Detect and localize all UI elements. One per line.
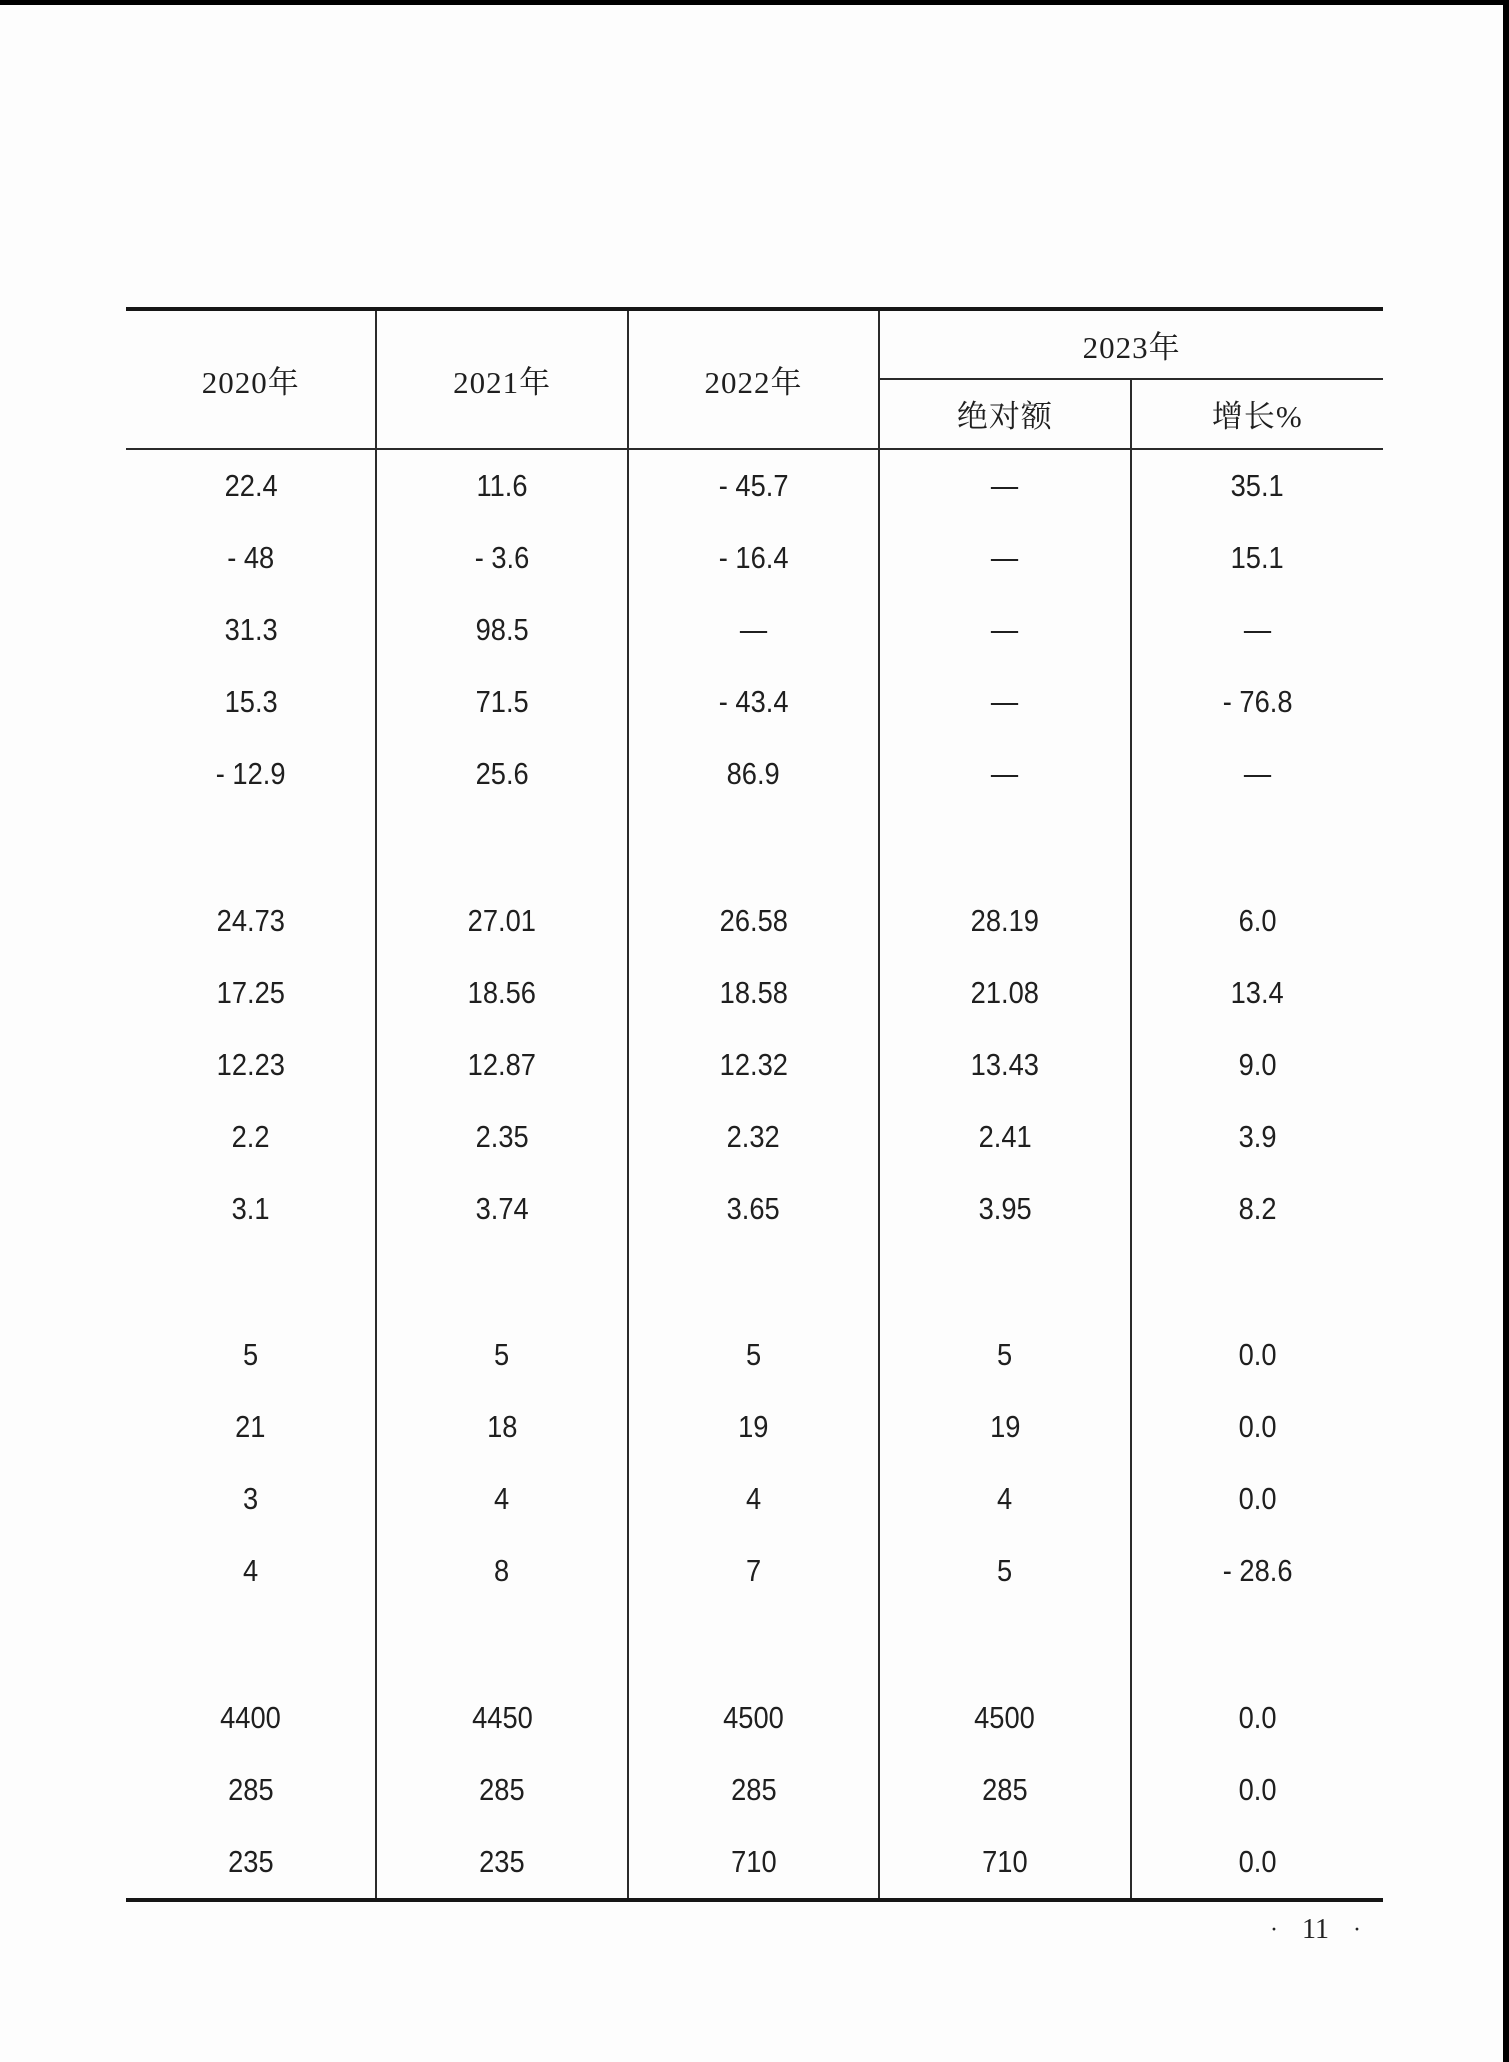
table-cell [1132,1826,1383,1898]
header-year-2021: 2021年 [377,311,628,448]
cell-value: — [739,612,768,647]
cell-value: 285 [479,1771,525,1807]
cell-value: 3 [243,1481,259,1517]
table-row [126,1029,1383,1101]
cell-value: 71.5 [475,684,529,719]
table-cell [377,1029,628,1101]
table-cell [880,1607,1131,1682]
cell-value: 21.08 [970,974,1040,1010]
table-cell [126,666,377,738]
table-cell [126,1754,377,1826]
table-cell [1132,1463,1383,1535]
table-cell [1132,1682,1383,1754]
table-cell [126,957,377,1029]
cell-value: 4 [494,1481,510,1517]
table-cell [1132,666,1383,738]
cell-value: 4 [745,1481,762,1517]
table-cell [377,1463,628,1535]
table-cell [629,522,880,594]
cell-value: 5 [494,1337,510,1373]
cell-value: 5 [243,1337,259,1373]
cell-value: 19 [738,1409,769,1445]
cell-value: 2.35 [475,1118,529,1154]
table-cell [629,1826,880,1898]
table-cell [880,810,1131,885]
table-cell [880,450,1131,522]
cell-value: 4450 [471,1699,533,1735]
table-cell [880,522,1131,594]
cell-value: 710 [730,1843,777,1879]
table-cell [880,885,1131,957]
cell-value: 17.25 [216,974,285,1010]
table-cell [126,885,377,957]
table-cell [126,1607,377,1682]
table-row [126,957,1383,1029]
table-cell [1132,885,1383,957]
page-number-right-dot: · [1353,1916,1361,1943]
table-cell [880,1682,1131,1754]
table-cell [377,1245,628,1320]
table-row [126,1754,1383,1826]
cell-value: 285 [982,1771,1028,1807]
cell-value: 0.0 [1238,1337,1277,1373]
cell-value: 235 [479,1843,525,1879]
cell-value: 2.2 [231,1118,270,1154]
table-row [126,738,1383,810]
cell-value: 2.32 [726,1118,781,1154]
cell-value: 27.01 [467,902,537,938]
table-cell [126,738,377,810]
cell-value: 0.0 [1238,1481,1277,1517]
table-cell [1132,1754,1383,1826]
table-row [126,1682,1383,1754]
table-cell [629,1173,880,1245]
page-number-value: 11 [1302,1914,1329,1945]
table-cell [880,666,1131,738]
table-cell [880,1391,1131,1463]
table-row [126,1463,1383,1535]
cell-value: 4 [997,1481,1013,1517]
table-cell [880,1029,1131,1101]
table-cell [1132,738,1383,810]
table-row [126,1101,1383,1173]
header-growth-percent: 增长% [1211,399,1303,435]
table-cell [377,594,628,666]
table-row [126,1319,1383,1391]
table-cell [126,1319,377,1391]
table-cell [1132,1607,1383,1682]
cell-value: 28.19 [970,902,1040,938]
cell-value: 35.1 [1230,468,1284,503]
cell-value: - 48 [227,540,275,575]
cell-value: — [991,468,1019,503]
cell-value: — [1243,756,1271,791]
table-cell [126,1826,377,1898]
cell-value: 15.1 [1230,540,1284,575]
table-cell [629,450,880,522]
table-cell [126,1463,377,1535]
cell-value: 3.74 [475,1190,529,1226]
table-cell [880,1319,1131,1391]
cell-value: - 43.4 [718,684,789,719]
table-cell [629,885,880,957]
table-cell [629,738,880,810]
cell-value: — [991,756,1019,791]
cell-value: 3.65 [726,1190,781,1226]
table-cell [880,957,1131,1029]
table-cell [629,1607,880,1682]
table-spacer-row [126,1245,1383,1320]
table-cell [880,738,1131,810]
cell-value: 4500 [723,1699,784,1735]
table-cell [880,1535,1131,1607]
cell-value: 9.0 [1238,1046,1277,1082]
table-cell [629,1391,880,1463]
cell-value: — [1243,612,1271,647]
table-cell [629,1754,880,1826]
cell-value: 285 [730,1771,777,1807]
cell-value: 18.58 [719,974,788,1010]
cell-value: 12.32 [719,1046,788,1082]
table-cell [377,666,628,738]
table-cell [629,1535,880,1607]
table-cell [126,1101,377,1173]
table-cell [377,1826,628,1898]
cell-value: 18 [486,1409,518,1445]
table-cell [126,1029,377,1101]
cell-value: 31.3 [224,612,278,647]
table-cell [629,666,880,738]
header-year-2020: 2020年 [126,311,377,448]
table-cell [377,810,628,885]
cell-value: 285 [227,1771,274,1807]
cell-value: - 45.7 [718,468,789,503]
table-row [126,522,1383,594]
table-cell [126,1682,377,1754]
cell-value: 7 [745,1553,762,1589]
table-cell [880,1173,1131,1245]
table-cell [377,1319,628,1391]
table-cell [1132,522,1383,594]
table-cell [126,522,377,594]
cell-value: 6.0 [1238,902,1277,938]
table-cell [377,738,628,810]
cell-value: 3.1 [231,1190,270,1226]
table-cell [1132,810,1383,885]
table-cell [629,1245,880,1320]
table-cell [1132,1101,1383,1173]
table-cell [377,1391,628,1463]
table-cell [880,594,1131,666]
cell-value: 5 [997,1553,1013,1589]
table-cell [629,1101,880,1173]
table-header [126,307,1383,450]
header-year-2022: 2022年 [629,311,880,448]
cell-value: 3.95 [978,1190,1032,1226]
table-cell [1132,1391,1383,1463]
cell-value: 22.4 [224,468,278,503]
table-cell [1132,1245,1383,1320]
table-cell [377,1101,628,1173]
table-row [126,666,1383,738]
table-cell [126,450,377,522]
cell-value: 12.23 [216,1046,285,1082]
cell-value: 98.5 [475,612,529,647]
table-cell [377,1682,628,1754]
cell-value: 86.9 [726,756,781,791]
cell-value: 0.0 [1238,1699,1277,1735]
table-cell [629,1682,880,1754]
cell-value: — [991,540,1019,575]
header-absolute-amount: 绝对额 [880,380,1131,449]
cell-value: 710 [982,1843,1028,1879]
table-cell [1132,1319,1383,1391]
table-cell [1132,1173,1383,1245]
table-cell [377,957,628,1029]
cell-value: — [991,684,1019,719]
cell-value: 13.4 [1230,974,1284,1010]
cell-value: 235 [227,1843,274,1879]
table-cell [126,1173,377,1245]
cell-value: - 28.6 [1222,1553,1293,1589]
table-spacer-row [126,1607,1383,1682]
cell-value: 11.6 [476,468,528,503]
table-cell [126,1391,377,1463]
table-cell [629,810,880,885]
table-row [126,594,1383,666]
cell-value: 12.87 [467,1046,537,1082]
cell-value: 8 [494,1553,510,1589]
table-cell [880,1754,1131,1826]
table-row [126,1173,1383,1245]
cell-value: 4400 [220,1699,282,1735]
table-row [126,450,1383,522]
table-row [126,1826,1383,1898]
statistics-table [126,307,1383,1902]
table-cell [377,1535,628,1607]
cell-value: 0.0 [1238,1843,1277,1879]
page-number [1270,1914,1361,1946]
cell-value: 8.2 [1238,1190,1277,1226]
table-cell [629,957,880,1029]
table-cell [377,1173,628,1245]
table-cell [1132,1029,1383,1101]
cell-value: - 3.6 [474,540,530,575]
cell-value: - 76.8 [1222,684,1293,719]
table-cell [126,810,377,885]
table-cell [629,1319,880,1391]
page-number-left-dot: · [1270,1916,1279,1943]
cell-value: 5 [745,1337,762,1373]
table-cell [377,885,628,957]
table-cell [377,1607,628,1682]
table-cell [377,522,628,594]
scan-edge-top [0,0,1509,5]
scan-edge-right [1503,0,1509,2062]
cell-value: 4500 [974,1699,1036,1735]
cell-value: — [991,612,1019,647]
cell-value: 24.73 [216,902,285,938]
cell-value: 25.6 [475,756,529,791]
table-cell [880,1826,1131,1898]
cell-value: 26.58 [719,902,788,938]
cell-value: 15.3 [224,684,278,719]
header-year-2023: 2023年 [880,311,1383,380]
cell-value: 18.56 [467,974,537,1010]
cell-value: 13.43 [970,1046,1040,1082]
table-cell [629,1029,880,1101]
table-cell [1132,450,1383,522]
table-cell [1132,957,1383,1029]
table-cell [377,1754,628,1826]
table-cell [126,594,377,666]
cell-value: 3.9 [1238,1118,1277,1154]
table-body [126,450,1383,1902]
cell-value: 0.0 [1238,1409,1277,1445]
table-cell [629,594,880,666]
table-spacer-row [126,810,1383,885]
cell-value: 5 [997,1337,1013,1373]
table-row [126,1535,1383,1607]
table-cell [880,1463,1131,1535]
cell-value: 4 [243,1553,259,1589]
table-row [126,1391,1383,1463]
cell-value: 19 [989,1409,1021,1445]
table-row [126,885,1383,957]
table-cell [126,1535,377,1607]
table-cell [377,450,628,522]
cell-value: 21 [235,1409,266,1445]
cell-value: 0.0 [1238,1771,1277,1807]
cell-value: - 16.4 [718,540,789,575]
table-cell [126,1245,377,1320]
table-cell [1132,594,1383,666]
table-cell [629,1463,880,1535]
table-cell [1132,1535,1383,1607]
table-cell [880,1101,1131,1173]
cell-value: - 12.9 [215,756,286,791]
table-cell [880,1245,1131,1320]
cell-value: 2.41 [978,1118,1032,1154]
